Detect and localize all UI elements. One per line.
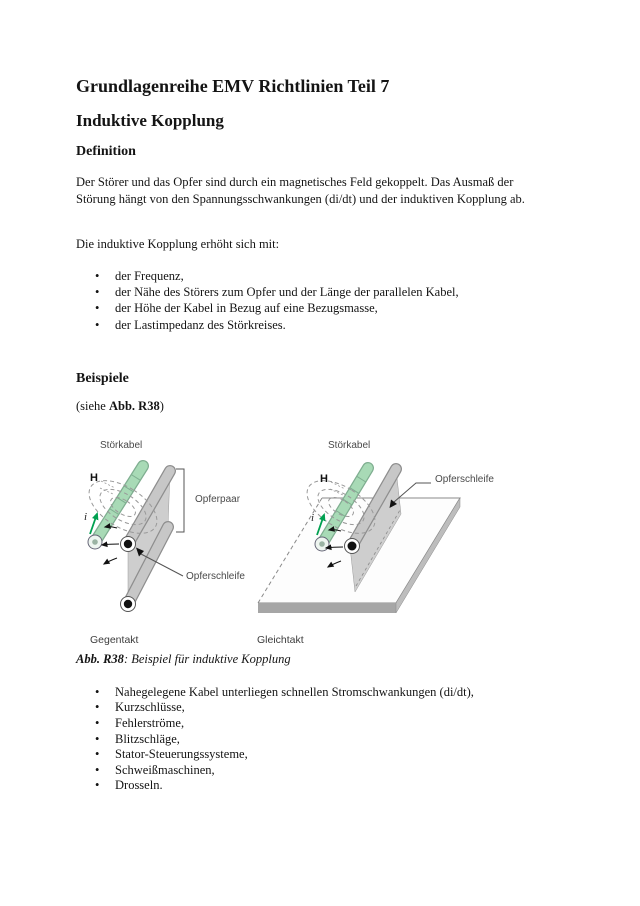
victim-cable-cross-section-lower [121,596,136,611]
source-cable-cross-section [315,537,329,551]
list-item: • Schweißmaschinen, [76,763,544,779]
label-h-field-right: H [320,472,328,485]
label-mode-gegentakt: Gegentakt [90,633,139,646]
list-item: • der Lastimpedanz des Störkreises. [76,317,544,333]
examples-list [76,685,544,794]
definition-list-intro: Die induktive Kopplung erhöht sich mit: [76,237,280,251]
figure-drawing [0,434,640,649]
section-heading-definition: Definition [76,144,136,159]
figure-reference-prefix: (siehe [76,398,109,413]
victim-cable-cross-section-upper [121,536,136,551]
section-heading-examples: Beispiele [76,370,129,386]
figure-caption-label: Abb. R38 [76,651,124,666]
figure-reference-name: Abb. R38 [108,398,160,413]
list-item: • Drosseln. [76,778,544,794]
victim-cable-cross-section [345,538,360,553]
right-diagram [258,468,460,613]
ground-plane-front-face [258,603,396,613]
document-subtitle: Induktive Kopplung [76,111,224,130]
field-label-ticks [100,481,115,494]
list-item: • Fehlerströme, [76,716,544,732]
label-h-field-left: H [90,471,98,484]
document-title: Grundlagenreihe EMV Richtlinien Teil 7 [76,76,390,96]
source-cable-cross-section [88,535,102,549]
label-victim-loop-left: Opferschleife [186,570,245,582]
label-current-right: i [311,511,315,524]
label-mode-gleichtakt: Gleichtakt [257,633,304,646]
label-current-left: i [84,510,88,523]
list-item: • Nahegelegene Kabel unterliegen schnellen Stromschwankungen (di/dt), [76,685,544,701]
label-source-cable-left: Störkabel [100,439,143,451]
list-item: • der Höhe der Kabel in Bezug auf eine Bezugsmasse, [76,300,544,316]
list-item: • Stator-Steuerungssysteme, [76,747,544,763]
figure-caption [76,652,544,667]
definition-list [76,268,544,333]
list-item: • der Frequenz, [76,268,544,284]
figure-reference-suffix: ) [159,398,164,413]
label-victim-pair: Opferpaar [195,493,241,505]
left-diagram [80,466,184,612]
figure-abb-r38 [0,434,640,649]
list-item: • Blitzschläge, [76,732,544,748]
figure-caption-text: : Beispiel für induktive Kopplung [123,651,291,666]
definition-paragraph: Der Störer und das Opfer sind durch ein magnetisches Feld gekoppelt. Das Ausmaß der Störung hängt von den Spannungsschwankungen (di/dt) und der induktiven Kopplung ab. [76,175,525,206]
list-item: • Kurzschlüsse, [76,700,544,716]
label-victim-loop-right: Opferschleife [435,473,494,485]
list-item: • der Nähe des Störers zum Opfer und der Länge der parallelen Kabel, [76,284,544,300]
victim-pair-bracket [176,469,184,532]
label-source-cable-right: Störkabel [328,439,371,451]
figure-reference [76,399,544,413]
